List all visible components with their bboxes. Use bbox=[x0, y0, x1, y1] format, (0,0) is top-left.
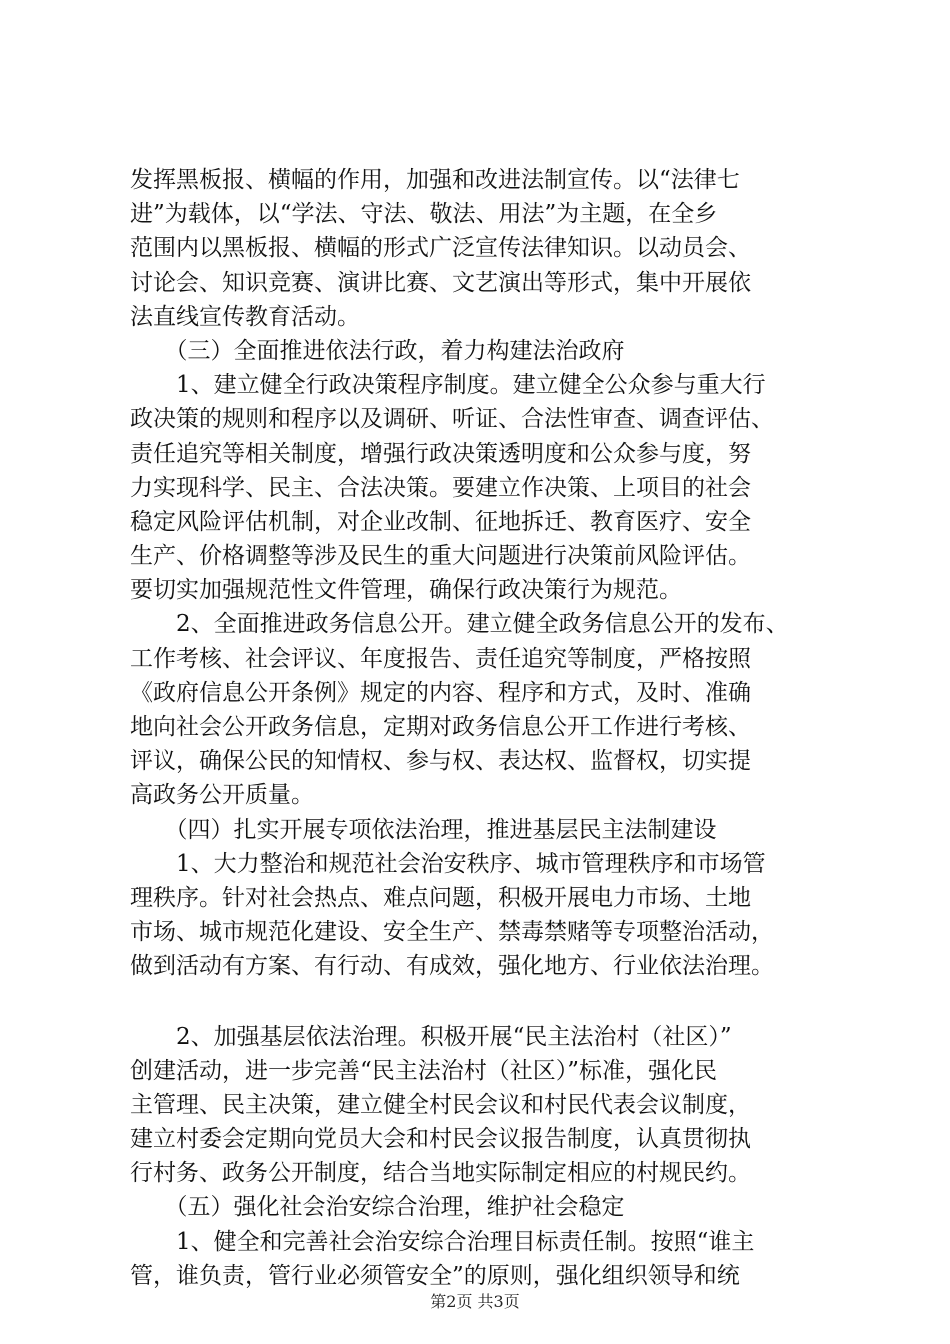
heading-section-5 bbox=[130, 1190, 830, 1224]
text-line: 管，谁负责，管行业必须管安全”的原则，强化组织领导和统 bbox=[130, 1262, 740, 1289]
text-line: 2、加强基层依法治理。积极开展“民主法治村（社区）” bbox=[130, 1023, 732, 1050]
heading-section-3 bbox=[130, 334, 830, 368]
text-line: 发挥黑板报、横幅的作用，加强和改进法制宣传。以“法律七 bbox=[130, 167, 740, 193]
paragraph-propaganda bbox=[130, 163, 830, 334]
text-line: 地向社会公开政务信息，定期对政务信息公开工作进行考核、 bbox=[130, 714, 751, 740]
text-line: （四）扎实开展专项依法治理，推进基层民主法制建设 bbox=[130, 816, 717, 843]
text-line: 建立村委会定期向党员大会和村民会议报告制度，认真贯彻执 bbox=[130, 1126, 751, 1153]
text-line: 讨论会、知识竞赛、演讲比赛、文艺演出等形式，集中开展依 bbox=[130, 269, 751, 296]
text-line: 评议，确保公民的知情权、参与权、表达权、监督权，切实提 bbox=[130, 748, 751, 775]
text-line: （三）全面推进依法行政，着力构建法治政府 bbox=[130, 337, 625, 364]
paragraph-3-2 bbox=[130, 607, 830, 812]
text-line: 范围内以黑板报、横幅的形式广泛宣传法律知识。以动员会、 bbox=[130, 235, 751, 262]
text-line: 政决策的规则和程序以及调研、听证、合法性审查、调查评估、 bbox=[130, 406, 774, 433]
text-line: 责任追究等相关制度，增强行政决策透明度和公众参与度，努 bbox=[130, 440, 751, 467]
heading-section-4 bbox=[130, 813, 830, 847]
text-line: 做到活动有方案、有行动、有成效，强化地方、行业依法治理。 bbox=[130, 953, 774, 980]
text-line: 进”为载体，以“学法、守法、敬法、用法”为主题，在全乡 bbox=[130, 201, 718, 228]
text-line: （五）强化社会治安综合治理，维护社会稳定 bbox=[130, 1194, 625, 1221]
text-line: 创建活动，进一步完善“民主法治村（社区）”标准，强化民 bbox=[130, 1057, 718, 1084]
text-line: 高政务公开质量。 bbox=[130, 782, 314, 809]
paragraph-4-2 bbox=[130, 1020, 830, 1191]
text-line: 要切实加强规范性文件管理，确保行政决策行为规范。 bbox=[130, 577, 682, 604]
text-line: 法直线宣传教育活动。 bbox=[130, 303, 360, 330]
text-line: 行村务、政务公开制度，结合当地实际制定相应的村规民约。 bbox=[130, 1160, 751, 1187]
text-line: 市场、城市规范化建设、安全生产、禁毒禁赌等专项整治活动， bbox=[130, 919, 774, 946]
paragraph-3-1 bbox=[130, 368, 830, 607]
text-line: 1、健全和完善社会治安综合治理目标责任制。按照“谁主 bbox=[130, 1228, 755, 1255]
text-line: 1、建立健全行政决策程序制度。建立健全公众参与重大行 bbox=[130, 372, 766, 399]
text-line: 工作考核、社会评议、年度报告、责任追究等制度，严格按照 bbox=[130, 645, 751, 672]
paragraph-5-1 bbox=[130, 1225, 830, 1293]
text-line: 《政府信息公开条例》规定的内容、程序和方式，及时、准确 bbox=[130, 679, 751, 706]
text-line: 2、全面推进政务信息公开。建立健全政务信息公开的发布、 bbox=[130, 611, 789, 638]
document-body bbox=[130, 163, 830, 1293]
paragraph-4-1 bbox=[130, 847, 830, 984]
paragraph-gap bbox=[130, 984, 830, 1020]
text-line: 1、大力整治和规范社会治安秩序、城市管理秩序和市场管 bbox=[130, 850, 766, 877]
page-number: 第2页 共3页 bbox=[430, 1292, 520, 1311]
text-line: 主管理、民主决策，建立健全村民会议和村民代表会议制度， bbox=[130, 1091, 751, 1118]
text-line: 力实现科学、民主、合法决策。要建立作决策、上项目的社会 bbox=[130, 474, 751, 501]
text-line: 理秩序。针对社会热点、难点问题，积极开展电力市场、土地 bbox=[130, 884, 751, 911]
text-line: 生产、价格调整等涉及民生的重大问题进行决策前风险评估。 bbox=[130, 543, 751, 570]
text-line: 稳定风险评估机制，对企业改制、征地拆迁、教育医疗、安全 bbox=[130, 508, 751, 535]
